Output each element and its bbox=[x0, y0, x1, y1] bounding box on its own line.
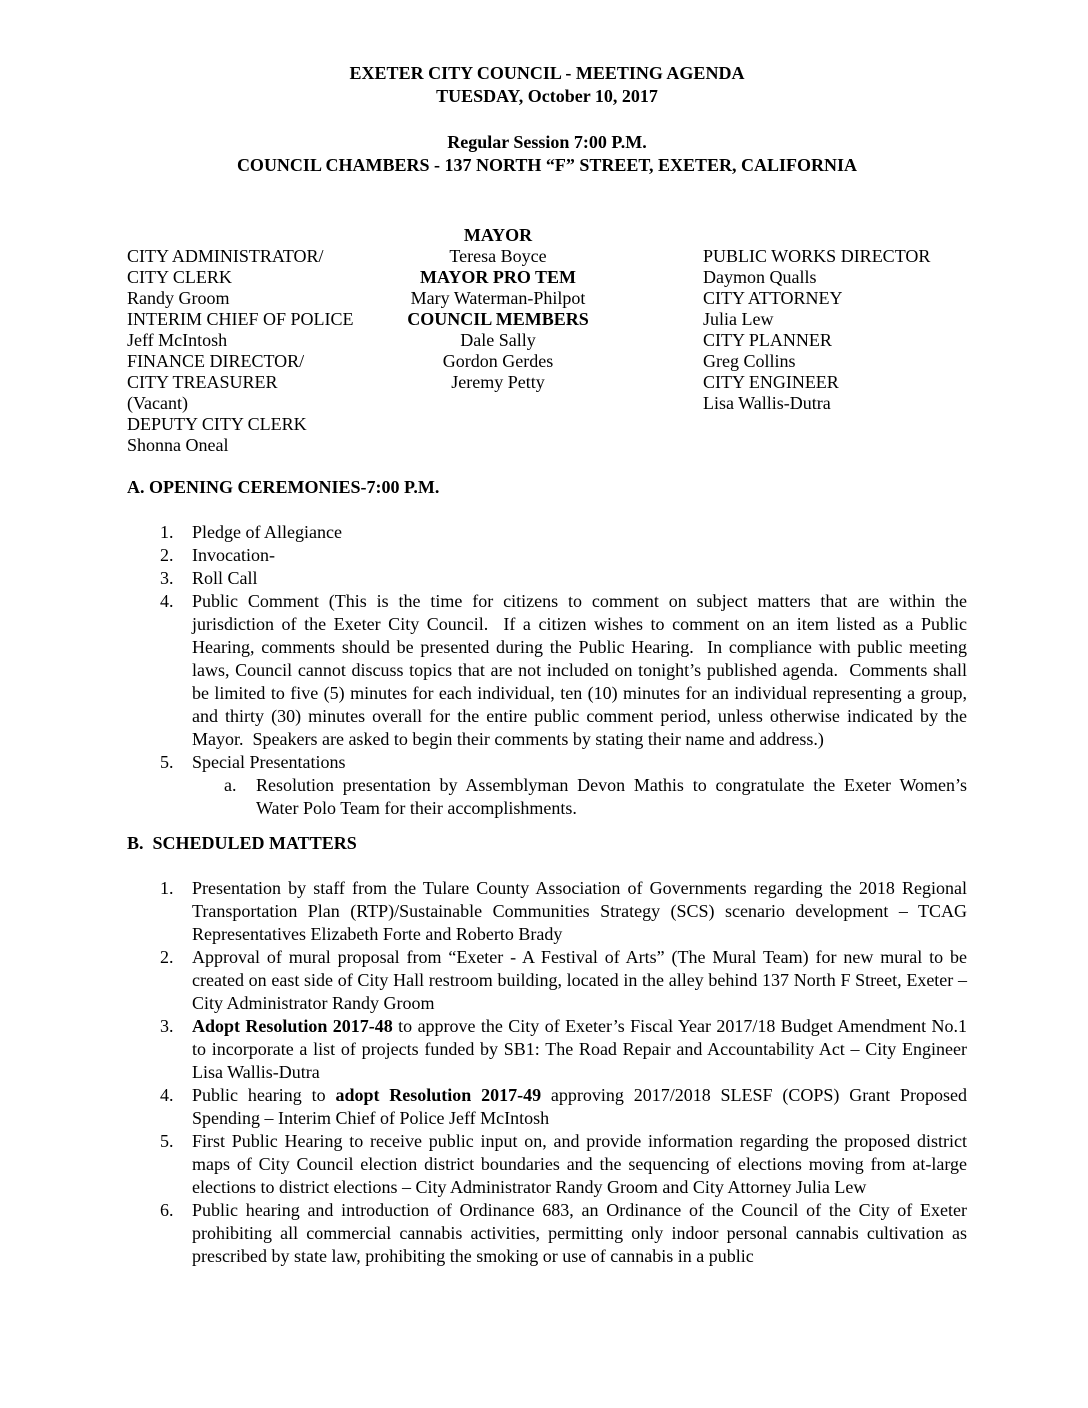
item-text bbox=[192, 946, 972, 1015]
agenda-body bbox=[127, 476, 972, 1268]
official-cell-right: Julia Lew bbox=[703, 309, 774, 329]
official-cell-left: (Vacant) bbox=[127, 393, 188, 413]
item-text bbox=[192, 1130, 972, 1199]
item-number: 3. bbox=[160, 1016, 174, 1036]
agenda-item bbox=[127, 774, 972, 820]
item-number: 6. bbox=[160, 1200, 174, 1220]
item-number: 4. bbox=[160, 1085, 174, 1105]
item-text-segment: Resolution presentation by Assemblyman Devon Mathis to congratulate the Exeter Women’s Water Polo Team for their accomplishments. bbox=[256, 775, 972, 818]
session-line: Regular Session 7:00 P.M. bbox=[447, 132, 647, 152]
section-heading: B. SCHEDULED MATTERS bbox=[127, 833, 357, 853]
agenda-item bbox=[127, 544, 967, 567]
officials-roster bbox=[127, 225, 967, 456]
agenda-item bbox=[127, 1084, 972, 1130]
item-text bbox=[192, 1084, 972, 1130]
item-text-segment: Invocation- bbox=[192, 545, 275, 565]
item-text bbox=[192, 1199, 972, 1268]
item-text-segment: Public hearing and introduction of Ordinance 683, an Ordinance of the Council of the City of Exeter prohibiting all commercial cannabis activities, permitting only indoor personal cannabis cultivation as prescribed by state law, prohibiting the smoking or use of cannabis in a public bbox=[192, 1200, 972, 1266]
official-cell-left: CITY ADMINISTRATOR/ bbox=[127, 246, 324, 266]
official-cell-left bbox=[127, 225, 403, 246]
official-cell-center bbox=[403, 435, 593, 456]
location-line: COUNCIL CHAMBERS - 137 NORTH “F” STREET, EXETER, CALIFORNIA bbox=[236, 155, 858, 175]
official-cell-right bbox=[593, 414, 967, 435]
item-text-segment: approving 2017/2018 SLESF (COPS) Grant Proposed Spending – Interim Chief of Police Jeff McIntosh bbox=[192, 1085, 972, 1128]
item-text bbox=[256, 774, 972, 820]
item-text-segment: Public hearing to bbox=[192, 1085, 336, 1105]
official-cell-left: CITY CLERK bbox=[127, 267, 232, 287]
official-cell-right: Lisa Wallis-Dutra bbox=[703, 393, 831, 413]
item-number: 5. bbox=[160, 1131, 174, 1151]
item-number: 2. bbox=[160, 947, 174, 967]
document-header bbox=[127, 62, 967, 177]
agenda-item bbox=[127, 590, 972, 751]
item-number: 2. bbox=[160, 545, 174, 565]
document-title: EXETER CITY COUNCIL - MEETING AGENDA bbox=[349, 63, 745, 83]
header-spacer bbox=[127, 108, 967, 131]
agenda-item bbox=[127, 1015, 972, 1084]
item-text-bold-segment: adopt Resolution 2017-49 bbox=[335, 1085, 542, 1105]
section-heading: A. OPENING CEREMONIES-7:00 P.M. bbox=[127, 477, 440, 497]
item-text-segment: to approve the City of Exeter’s Fiscal Year 2017/18 Budget Amendment No.1 to incorporate a list of projects funded by SB1: The Road Repair and Accountability Act – City Engineer Lisa Wallis-Dutra bbox=[192, 1016, 972, 1082]
agenda-item bbox=[127, 567, 967, 590]
official-cell-right: CITY ATTORNEY bbox=[703, 288, 843, 308]
official-cell-right: Greg Collins bbox=[703, 351, 796, 371]
official-cell-center: MAYOR PRO TEM bbox=[419, 267, 576, 287]
official-cell-center: MAYOR bbox=[463, 225, 533, 245]
official-cell-left: Shonna Oneal bbox=[127, 435, 229, 455]
item-text-segment: Special Presentations bbox=[192, 752, 346, 772]
official-cell-left: FINANCE DIRECTOR/ bbox=[127, 351, 305, 371]
agenda-item bbox=[127, 521, 967, 544]
document-date: TUESDAY, October 10, 2017 bbox=[436, 86, 658, 106]
official-cell-right: PUBLIC WORKS DIRECTOR bbox=[703, 246, 931, 266]
item-text-segment: Pledge of Allegiance bbox=[192, 522, 342, 542]
item-number: 1. bbox=[160, 878, 174, 898]
item-text-segment: Presentation by staff from the Tulare County Association of Governments regarding the 2018 Regional Transportation Plan (RTP)/Sustainable Communities Strategy (SCS) scenario development – TCAG Representatives Elizabeth Forte and Roberto Brady bbox=[192, 878, 972, 944]
official-cell-left: INTERIM CHIEF OF POLICE bbox=[127, 309, 354, 329]
official-cell-center: Teresa Boyce bbox=[449, 246, 547, 266]
item-number: a. bbox=[224, 775, 237, 795]
agenda-item bbox=[127, 946, 972, 1015]
item-text-segment: Approval of mural proposal from “Exeter - A Festival of Arts” (The Mural Team) for new mural to be created on east side of City Hall restroom building, located in the alley behind 137 North F Street, Exeter – City Administrator Randy Groom bbox=[192, 947, 972, 1013]
official-cell-right: CITY ENGINEER bbox=[703, 372, 839, 392]
official-cell-center bbox=[403, 393, 593, 414]
official-cell-center: Mary Waterman-Philpot bbox=[410, 288, 586, 308]
official-cell-right: Daymon Qualls bbox=[703, 267, 817, 287]
official-cell-left: Jeff McIntosh bbox=[127, 330, 228, 350]
item-text bbox=[192, 521, 967, 544]
agenda-item bbox=[127, 877, 972, 946]
official-cell-right bbox=[593, 225, 967, 246]
item-text bbox=[192, 1015, 972, 1084]
agenda-item bbox=[127, 1130, 972, 1199]
official-cell-left: Randy Groom bbox=[127, 288, 230, 308]
official-cell-center: COUNCIL MEMBERS bbox=[407, 309, 589, 329]
item-number: 3. bbox=[160, 568, 174, 588]
item-text-segment: Roll Call bbox=[192, 568, 258, 588]
agenda-list bbox=[127, 521, 972, 820]
official-cell-center: Dale Sally bbox=[460, 330, 536, 350]
item-text-segment: Public Comment (This is the time for citizens to comment on subject matters that are within the jurisdiction of the Exeter City Council. If a citizen wishes to comment on an item listed as a Public Hearing, comments should be presented during the Public Hearing. In compliance with public meeting laws, Council cannot discuss topics that are not included on tonight’s published agenda. Comments shall be limited to five (5) minutes for each individual, ten (10) minutes for an individual representing a group, and thirty (30) minutes overall for the entire public comment period, unless otherwise indicated by the Mayor. Speakers are asked to begin their comments by stating their name and address.) bbox=[192, 591, 972, 749]
item-number: 4. bbox=[160, 591, 174, 611]
official-cell-right: CITY PLANNER bbox=[703, 330, 832, 350]
item-number: 5. bbox=[160, 752, 174, 772]
agenda-item bbox=[127, 1199, 972, 1268]
official-cell-left: DEPUTY CITY CLERK bbox=[127, 414, 307, 434]
item-text bbox=[192, 544, 967, 567]
item-text bbox=[192, 567, 967, 590]
item-text-segment: First Public Hearing to receive public input on, and provide information regarding the proposed district maps of City Council election district boundaries and the sequencing of elections moving from at-large elections to district elections – City Administrator Randy Groom and City Attorney Julia Lew bbox=[192, 1131, 972, 1197]
agenda-item bbox=[127, 751, 967, 774]
item-text-bold-segment: Adopt Resolution 2017-48 bbox=[192, 1016, 393, 1036]
item-text bbox=[192, 751, 967, 774]
agenda-list bbox=[127, 877, 972, 1268]
official-cell-center bbox=[403, 414, 593, 435]
official-cell-center: Gordon Gerdes bbox=[442, 351, 554, 371]
item-text bbox=[192, 590, 972, 751]
official-cell-right bbox=[593, 435, 967, 456]
official-cell-left: CITY TREASURER bbox=[127, 372, 278, 392]
item-number: 1. bbox=[160, 522, 174, 542]
item-text bbox=[192, 877, 972, 946]
official-cell-center: Jeremy Petty bbox=[451, 372, 545, 392]
